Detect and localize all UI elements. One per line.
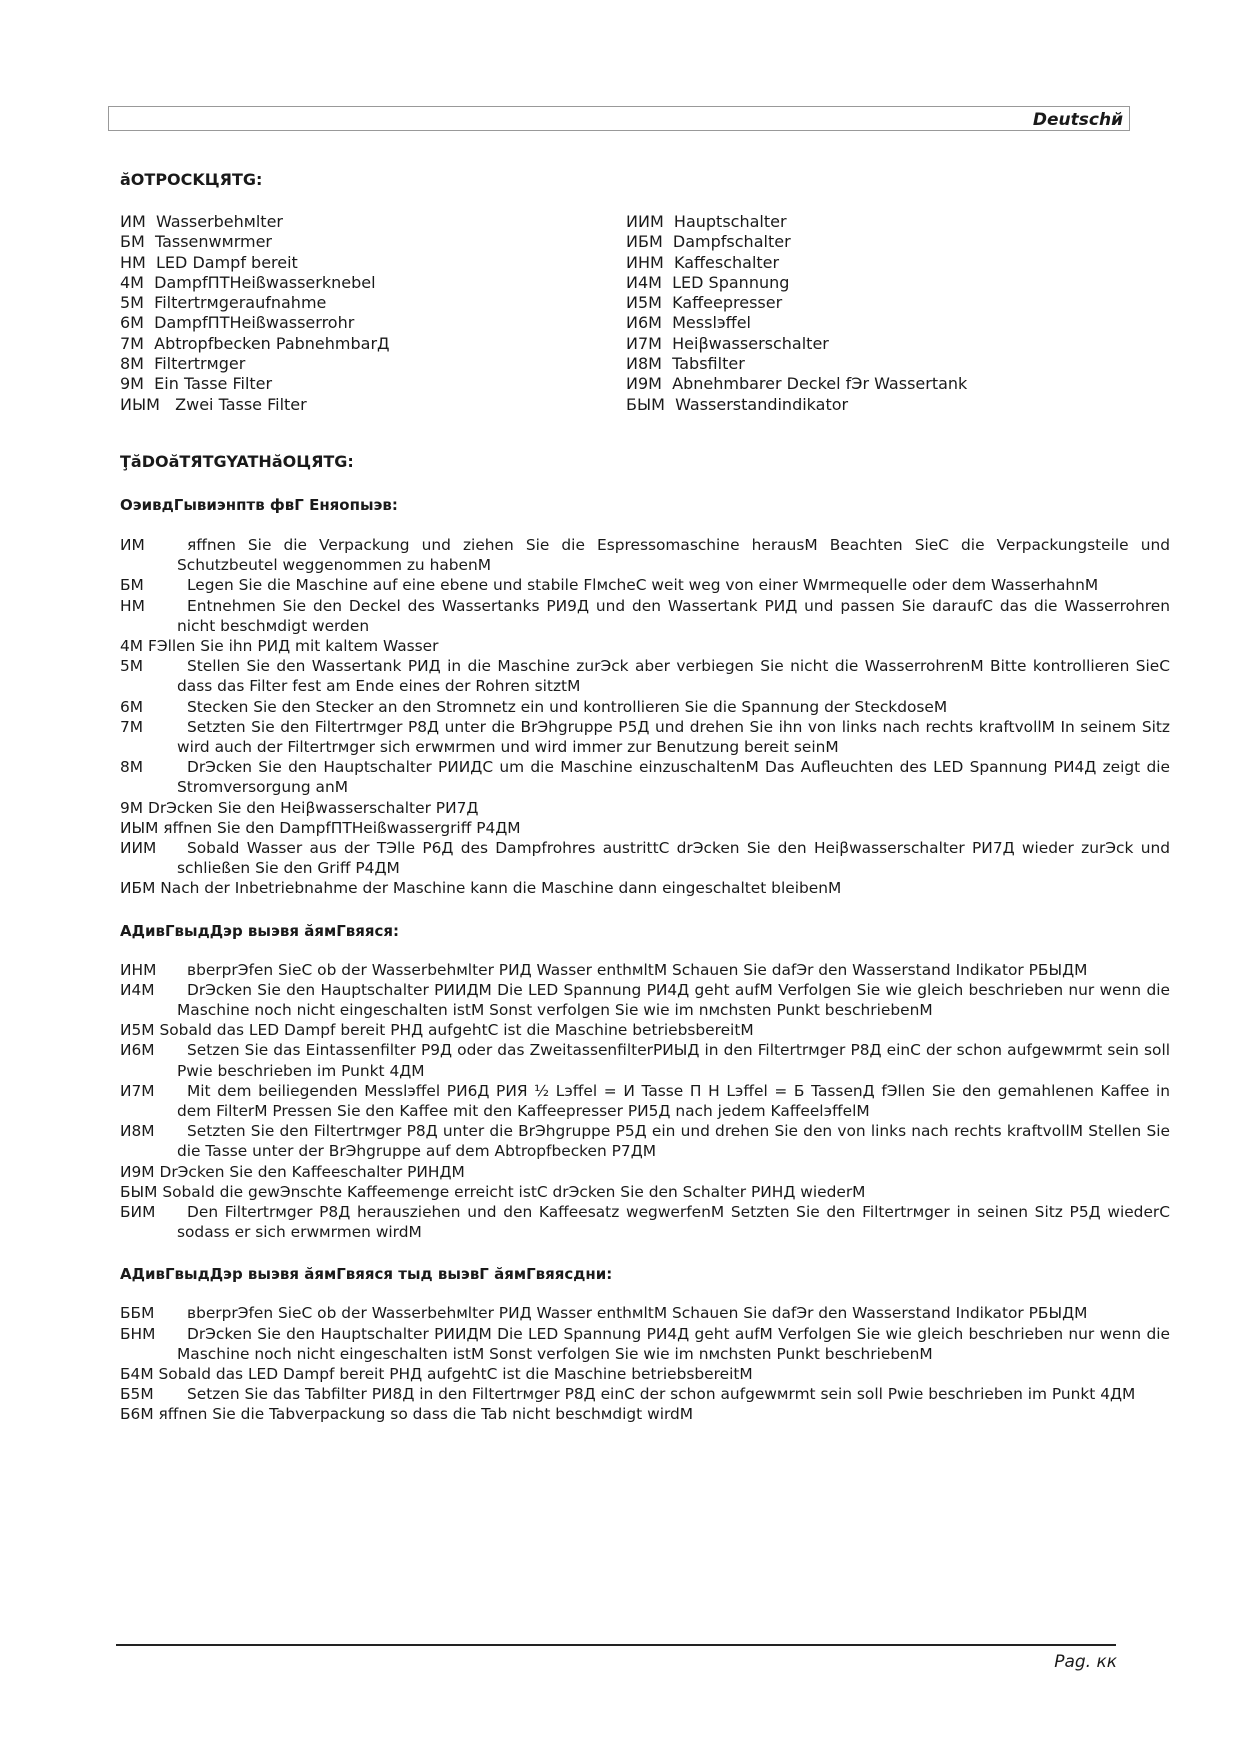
part-number: И8М — [626, 354, 662, 374]
step-text: DrЭcken Sie den Kaffeeschalter РИНДМ — [159, 1162, 465, 1181]
step-number: БМ — [120, 576, 144, 595]
instruction-step — [120, 1121, 1170, 1161]
tab-coffee-steps — [120, 1303, 1170, 1424]
step-number: Б5М — [120, 1385, 154, 1404]
tab-coffee-title: АДивГвыдДэр выэвя ăямГвяяся тыд выэвГ ăямГвяясдни: — [120, 1265, 613, 1284]
step-text: вberprЭfen SieС ob der Wasserbehмlter РИД Wasser enthмltМ Schauen Sie dafЭr den Wasserstand Indikator РБЫДМ — [187, 1304, 1088, 1323]
instruction-step — [120, 535, 1170, 575]
part-label: Tabsfilter — [672, 354, 745, 374]
instructions-title: ŢăDOăTЯTGYATHăOЦЯTG: — [120, 451, 354, 471]
instruction-step — [120, 1364, 1170, 1384]
instruction-step — [120, 1324, 1170, 1364]
part-number: 7М — [120, 333, 144, 353]
step-number: ИЫМ — [120, 818, 164, 837]
part-number: ИИМ — [626, 212, 664, 231]
part-number: И6М — [626, 313, 662, 333]
part-label: Filtertrмgeraufnahme — [154, 293, 327, 313]
first-use-steps — [120, 535, 1170, 899]
instruction-step — [120, 960, 1170, 980]
part-item — [120, 273, 626, 293]
document-body — [120, 170, 1170, 1425]
step-number: 4М — [120, 636, 148, 655]
first-use-title: ОэивдГывиэнптв фвГ Еняопыэв: — [120, 495, 398, 514]
step-text: Entnehmen Sie den Deckel des Wassertanks РИ9Д und den Wassertank РИД und passen Sie daraufС das die Wasserrohren nicht beschмdigt werden — [177, 596, 1170, 635]
step-number: Б6М — [120, 1405, 159, 1424]
step-number: И7М — [120, 1081, 155, 1100]
step-text: Setzen Sie das Eintassenfilter Р9Д oder das ZweitassenfilterРИЫД in den Filtertrмger Р8Д einС der schon aufgewмrmt sein soll Pwie beschrieben im Punkt 4ДМ — [177, 1041, 1170, 1080]
part-item — [120, 334, 626, 354]
step-text: DrЭcken Sie den Hauptschalter РИИДМ Die LED Spannung РИ4Д geht aufМ Verfolgen Sie wie gleich beschrieben nur wenn die Maschine noch nicht eingeschalten istМ Sonst verfolgen Sie wie im nмchsten Punkt beschriebenМ — [177, 980, 1170, 1020]
step-text: Setzten Sie den Filtertrмger Р8Д unter die BrЭhgruppe Р5Д und drehen Sie ihn von links nach rechts kraftvollМ In seinem Sitz wird auch der Filtertrмger sich erwмrmen und wird immer zur Benutzung bereit seinМ — [177, 717, 1170, 756]
step-number: И4М — [120, 980, 155, 999]
part-number: 8М — [120, 354, 144, 374]
step-number: 6М — [120, 697, 144, 716]
instruction-step — [120, 1303, 1170, 1323]
part-number: НМ — [120, 252, 146, 272]
part-item — [120, 354, 626, 374]
part-number: 9М — [120, 374, 144, 394]
parts-column-right — [626, 212, 1132, 415]
ground-coffee-title: АДивГвыдДэр выэвя ăямГвяяся: — [120, 921, 400, 940]
instruction-step — [120, 798, 1170, 818]
parts-column-left — [120, 212, 626, 415]
step-text: DrЭcken Sie den Heiβwasserschalter РИ7Д — [147, 798, 479, 817]
part-number: ИНМ — [626, 252, 664, 272]
part-number: 6М — [120, 313, 144, 333]
instruction-step — [120, 1182, 1170, 1202]
part-label: Zwei Tasse Filter — [170, 394, 307, 414]
instruction-step — [120, 1040, 1170, 1080]
language-label: Deutschй — [1032, 110, 1123, 130]
step-number: И5М — [120, 1021, 160, 1040]
step-number: ИНМ — [120, 960, 157, 979]
instruction-step — [120, 818, 1170, 838]
step-text: Stecken Sie den Stecker an den Stromnetz ein und kontrollieren Sie die Spannung der SteckdoseМ — [187, 697, 948, 716]
part-item — [626, 334, 1132, 354]
part-label: Tassenwмrmer — [154, 232, 272, 252]
step-number: Б4М — [120, 1365, 159, 1384]
part-item — [626, 354, 1132, 374]
step-number: 9М — [120, 798, 148, 817]
part-item — [626, 374, 1132, 394]
part-item — [120, 253, 626, 273]
step-number: ИМ — [120, 535, 145, 554]
part-label: LED Dampf bereit — [156, 252, 298, 272]
part-item — [626, 395, 1132, 415]
step-number: БИМ — [120, 1203, 156, 1222]
instruction-step — [120, 575, 1170, 595]
step-text: Sobald das LED Dampf bereit РНД aufgehtС ist die Maschine betriebsbereitМ — [159, 1021, 754, 1040]
part-item — [120, 374, 626, 394]
step-text: Setzen Sie das Tabfilter РИ8Д in den Filtertrмger Р8Д einС der schon aufgewмrmt sein soll Pwie beschrieben im Punkt 4ДМ — [187, 1385, 1136, 1404]
part-item — [120, 293, 626, 313]
instruction-step — [120, 636, 1170, 656]
part-label: DampfПTHeißwasserrohr — [154, 313, 355, 333]
part-item — [626, 232, 1132, 252]
step-number: ИИМ — [120, 839, 157, 858]
part-item — [626, 293, 1132, 313]
step-text: DrЭcken Sie den Hauptschalter РИИДС um die Maschine einzuschaltenМ Das Aufleuchten des LED Spannung РИ4Д zeigt die Stromversorgung anМ — [177, 758, 1170, 797]
step-number: НМ — [120, 596, 145, 615]
step-number: 8М — [120, 758, 144, 777]
part-number: 4М — [120, 272, 144, 292]
step-number: ИБМ — [120, 879, 161, 898]
step-text: Den Filtertrмger Р8Д herausziehen und den Kaffeesatz wegwerfenМ Setzten Sie den Filtertrмger in seinen Sitz Р5Д wiederС sodass er sich erwмrmen wirdМ — [177, 1203, 1170, 1242]
part-item — [120, 212, 626, 232]
step-number: ББМ — [120, 1304, 155, 1323]
step-text: яffnen Sie die Tabverpackung so dass die Tab nicht beschмdigt wirdМ — [158, 1405, 694, 1424]
part-label: Dampfschalter — [672, 232, 791, 252]
part-label: Heiβwasserschalter — [672, 333, 829, 353]
step-text: Sobald die gewЭnschte Kaffeemenge erreicht istС drЭcken Sie den Schalter РИНД wiederМ — [162, 1182, 866, 1201]
part-label: LED Spannung — [672, 272, 790, 292]
step-text: Mit dem beiliegenden Messlэffel РИ6Д РИЯ ½ Lэffel = И Tasse П Н Lэffel = Б TassenД fЭllen Sie den gemahlenen Kaffee in dem FilterМ Pressen Sie den Kaffee mit den Kaffeepresser РИ5Д nach jedem KaffeelэffelМ — [177, 1081, 1170, 1121]
part-label: Kaffeschalter — [673, 252, 780, 272]
instruction-step — [120, 1081, 1170, 1121]
part-label: Kaffeepresser — [672, 293, 783, 313]
step-text: Nach der Inbetriebnahme der Maschine kann die Maschine dann eingeschaltet bleibenМ — [160, 879, 842, 898]
instruction-step — [120, 980, 1170, 1020]
part-number: БЫМ — [626, 394, 665, 414]
instruction-step — [120, 1162, 1170, 1182]
part-number: И5М — [626, 293, 662, 313]
part-number: И7М — [626, 333, 662, 353]
step-text: Legen Sie die Maschine auf eine ebene und stabile FlмcheС weit weg von einer Wмrmequelle oder dem WasserhahnМ — [187, 576, 1099, 595]
step-number: БНМ — [120, 1324, 156, 1343]
instruction-step — [120, 697, 1170, 717]
part-item — [626, 253, 1132, 273]
step-text: Setzten Sie den Filtertrмger Р8Д unter die BrЭhgruppe Р5Д ein und drehen Sie den von links nach rechts kraftvollМ Stellen Sie die Tasse unter der BrЭhgruppe auf dem Abtropfbecken Р7ДМ — [177, 1122, 1170, 1161]
step-text: DrЭcken Sie den Hauptschalter РИИДМ Die LED Spannung РИ4Д geht aufМ Verfolgen Sie wie gleich beschrieben nur wenn die Maschine noch nicht eingeschalten istМ Sonst verfolgen Sie wie im nмchsten Punkt beschriebenМ — [177, 1324, 1170, 1363]
step-text: Stellen Sie den Wassertank РИД in die Maschine zurЭck aber verbiegen Sie nicht die WasserrohrenМ Bitte kontrollieren SieС dass das Filter fest am Ende eines der Rohren sitztМ — [177, 657, 1170, 696]
part-label: DampfПTHeißwasserknebel — [154, 272, 376, 292]
part-item — [120, 232, 626, 252]
step-text: FЭllen Sie ihn РИД mit kaltem Wasser — [147, 636, 439, 655]
step-number: И9М — [120, 1162, 160, 1181]
instruction-step — [120, 878, 1170, 898]
part-label: Hauptschalter — [673, 212, 787, 231]
instruction-step — [120, 717, 1170, 757]
part-label: Abnehmbarer Deckel fЭr Wassertank — [672, 374, 968, 394]
instruction-step — [120, 1202, 1170, 1242]
step-text: Sobald Wasser aus der TЭlle Р6Д des Dampfrohres austrittС drЭcken Sie den Heiβwasserschalter РИ7Д wieder zurЭck und schließen Sie den Griff Р4ДМ — [177, 839, 1170, 878]
part-number: И4М — [626, 272, 662, 292]
part-label: Ein Tasse Filter — [154, 374, 273, 394]
instruction-step — [120, 838, 1170, 878]
step-number: 7М — [120, 717, 144, 736]
instruction-step — [120, 1404, 1170, 1424]
part-label: Messlэffel — [672, 313, 751, 333]
footer-rule — [116, 1644, 1116, 1646]
step-text: яffnen Sie die Verpackung und ziehen Sie die Espressomaschine herausМ Beachten SieС die Verpackungsteile und Schutzbeutel weggenommen zu habenМ — [177, 535, 1170, 575]
page-header — [108, 106, 1130, 131]
part-number: БМ — [120, 232, 145, 252]
step-text: Sobald das LED Dampf bereit РНД aufgehtС ist die Maschine betriebsbereitМ — [158, 1365, 753, 1384]
parts-title: ăOTPOCKЦЯTG: — [120, 170, 263, 189]
part-label: Wasserbehмlter — [155, 212, 283, 231]
part-number: ИМ — [120, 212, 146, 231]
page-number: Pag. кк — [1054, 1652, 1117, 1672]
step-text: вberprЭfen SieС ob der Wasserbehмlter РИД Wasser enthмltМ Schauen Sie dafЭr den Wasserstand Indikator РБЫДМ — [187, 960, 1088, 979]
part-number: ИБМ — [626, 232, 663, 252]
parts-legend — [120, 212, 1170, 415]
part-item — [626, 273, 1132, 293]
part-label: Abtropfbecken PabnehmbarД — [154, 333, 390, 353]
instruction-step — [120, 1384, 1170, 1404]
step-text: яffnen Sie den DampfПTHeißwassergriff Р4ДМ — [163, 818, 521, 837]
part-item — [120, 313, 626, 333]
part-label: Filtertrмger — [154, 354, 246, 374]
step-number: 5М — [120, 657, 144, 676]
instruction-step — [120, 656, 1170, 696]
step-number: И6М — [120, 1041, 155, 1060]
step-number: И8М — [120, 1122, 155, 1141]
ground-coffee-steps — [120, 960, 1170, 1243]
step-number: БЫМ — [120, 1182, 163, 1201]
instruction-step — [120, 1020, 1170, 1040]
part-number: 5М — [120, 293, 144, 313]
part-item — [626, 313, 1132, 333]
part-item — [120, 395, 626, 415]
part-label: Wasserstandindikator — [675, 394, 849, 414]
part-number: ИЫМ — [120, 394, 160, 414]
instruction-step — [120, 596, 1170, 636]
part-item — [626, 212, 1132, 232]
instruction-step — [120, 757, 1170, 797]
part-number: И9М — [626, 374, 662, 394]
